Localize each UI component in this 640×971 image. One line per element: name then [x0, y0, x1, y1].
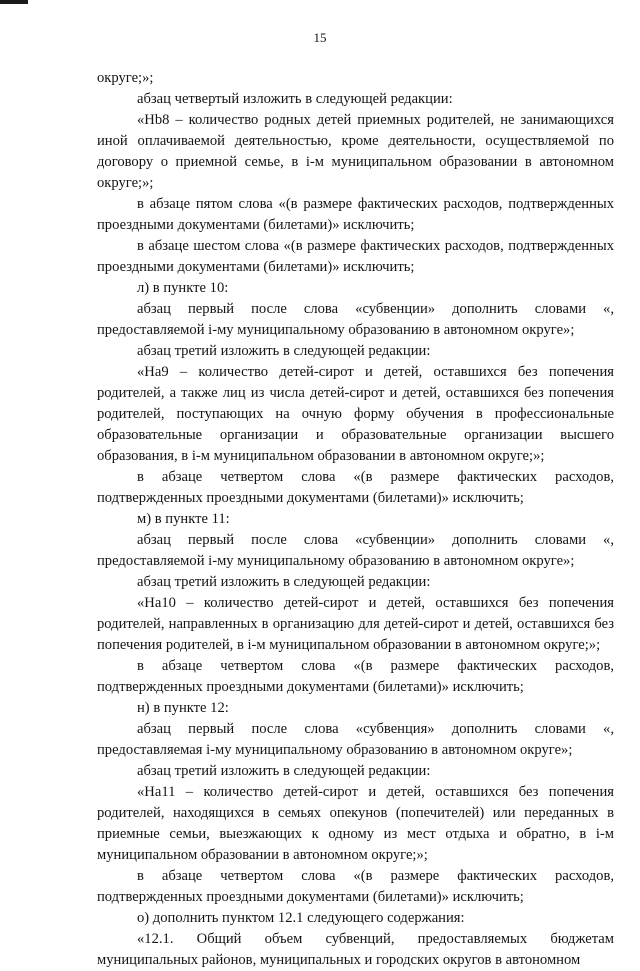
paragraph-5: в абзаце шестом слова «(в размере фактических расходов, подтвержденных проездными документами (билетами)» исключить; [97, 238, 614, 275]
paragraph-18: абзац третий изложить в следующей редакции: [137, 763, 431, 779]
paragraph-11: м) в пункте 11: [137, 511, 230, 527]
paragraph-22: «12.1. Общий объем субвенций, предоставляемых бюджетам муниципальных районов, муниципальных и городских округов в автономном [97, 931, 614, 968]
paragraph-19: «На11 – количество детей-сирот и детей, оставшихся без попечения родителей, находящихся в семьях опекунов (попечителей) или переданных в приемные семьи, выезжающих к одному из мест отдыха и обратно, в i-м муниципальном образовании в автономном округе;»; [97, 784, 614, 863]
document-body [97, 68, 614, 971]
paragraph-4: в абзаце пятом слова «(в размере фактических расходов, подтвержденных проездными документами (билетами)» исключить; [97, 196, 614, 233]
paragraph-21: о) дополнить пунктом 12.1 следующего содержания: [137, 910, 465, 926]
paragraph-9: «На9 – количество детей-сирот и детей, оставшихся без попечения родителей, а также лиц из числа детей-сирот и детей, оставшихся без попечения родителей, поступающих на очную форму обучения в профессиональные образовательные организации и образовательные организации высшего образования, в i-м муниципальном образовании в автономном округе;»; [97, 364, 614, 464]
paragraph-3: «Нb8 – количество родных детей приемных родителей, не занимающихся иной оплачиваемой деятельностью, кроме деятельности, осуществляемой по договору о приемной семье, в i-м муниципальном образовании в автономном округе;»; [97, 112, 614, 191]
paragraph-20: в абзаце четвертом слова «(в размере фактических расходов, подтвержденных проездными документами (билетами)» исключить; [97, 868, 614, 905]
scan-corner-mark [0, 0, 28, 4]
paragraph-17: абзац первый после слова «субвенция» дополнить словами «, предоставляемая i-му муниципальному образованию в автономном округе»; [97, 721, 614, 758]
paragraph-6: л) в пункте 10: [137, 280, 229, 296]
paragraph-7: абзац первый после слова «субвенции» дополнить словами «, предоставляемой i-му муниципальному образованию в автономном округе»; [97, 301, 614, 338]
paragraph-8: абзац третий изложить в следующей редакции: [137, 343, 431, 359]
paragraph-13: абзац третий изложить в следующей редакции: [137, 574, 431, 590]
paragraph-1: округе;»; [97, 70, 154, 86]
paragraph-14: «На10 – количество детей-сирот и детей, оставшихся без попечения родителей, направленных в организацию для детей-сирот и детей, оставшихся без попечения родителей, в i-м муниципальном образовании в автономном округе;»; [97, 595, 614, 653]
paragraph-15: в абзаце четвертом слова «(в размере фактических расходов, подтвержденных проездными документами (билетами)» исключить; [97, 658, 614, 695]
paragraph-16: н) в пункте 12: [137, 700, 229, 716]
paragraph-2: абзац четвертый изложить в следующей редакции: [137, 91, 453, 107]
page-number: 15 [313, 30, 327, 45]
paragraph-12: абзац первый после слова «субвенции» дополнить словами «, предоставляемой i-му муниципальному образованию в автономном округе»; [97, 532, 614, 569]
paragraph-10: в абзаце четвертом слова «(в размере фактических расходов, подтвержденных проездными документами (билетами)» исключить; [97, 469, 614, 506]
